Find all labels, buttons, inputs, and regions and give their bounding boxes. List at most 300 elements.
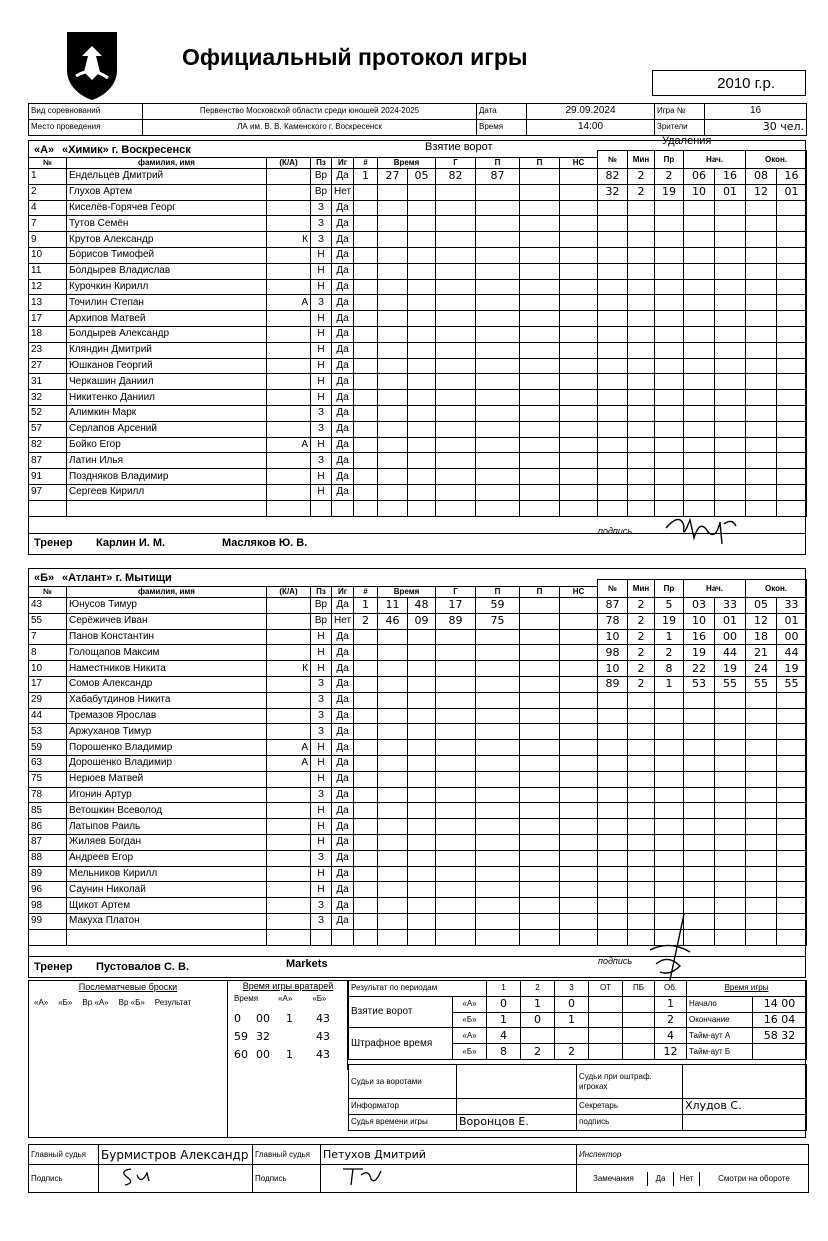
team-b-goal-row <box>354 613 598 629</box>
ref2-label: Главный судья <box>253 1145 321 1165</box>
team-a-player-row <box>29 484 354 500</box>
team-a-goal-empty <box>354 358 598 374</box>
team-b-player-ka <box>267 819 311 835</box>
team-a-pen-end-min: 12 <box>746 184 777 200</box>
team-a-player-played: Да <box>332 437 354 453</box>
remarks-label: Замечания <box>593 1173 634 1183</box>
team-b-player-row <box>29 898 354 914</box>
team-b-player-row <box>29 613 354 629</box>
team-a-penalty-empty <box>598 358 807 374</box>
team-b-col-pnum: № <box>598 580 628 598</box>
team-a-player-played: Да <box>332 374 354 390</box>
team-a-player-played: Да <box>332 200 354 216</box>
team-b-player-row <box>29 740 354 756</box>
summary-sign-value <box>683 1114 807 1130</box>
team-a-pen-reason: 2 <box>655 169 684 185</box>
team-b-player-row <box>29 882 354 898</box>
team-b-player-pos: З <box>311 708 332 724</box>
referees-table <box>28 1144 809 1193</box>
team-a-player-played: Да <box>332 169 354 185</box>
team-a-player-ka <box>267 390 311 406</box>
team-b-player-num: 85 <box>29 803 67 819</box>
team-a-pen-start-min: 06 <box>684 169 715 185</box>
summary-sign-label: подпись <box>577 1114 683 1130</box>
team-b-player-ka: А <box>267 740 311 756</box>
team-b-player-pos: Н <box>311 819 332 835</box>
team-b-pen-end-min: 21 <box>746 645 777 661</box>
team-b-player-name: Латыпов Раиль <box>67 819 267 835</box>
team-a-player-row <box>29 326 354 342</box>
team-b-player-name: Щикот Артем <box>67 898 267 914</box>
team-b-goal-empty <box>354 692 598 708</box>
team-a-player-row <box>29 437 354 453</box>
team-a-col-pend: Окон. <box>746 151 807 169</box>
spectators-value: 30 чел. <box>705 119 807 135</box>
team-a-player-name: Киселёв-Горячев Георг <box>67 200 267 216</box>
team-a-player-pos: Вр <box>311 184 332 200</box>
team-a-player-ka <box>267 247 311 263</box>
team-b-player-ka <box>267 724 311 740</box>
spectators-label: Зрители <box>655 119 705 135</box>
team-b-penalties <box>597 579 807 946</box>
team-b-player-played: Да <box>332 819 354 835</box>
team-b-penalty-empty <box>598 787 807 803</box>
team-a-player-pos: Н <box>311 437 332 453</box>
team-b-player-played: Да <box>332 803 354 819</box>
team-a-player-num: 1 <box>29 169 67 185</box>
team-b-col-ka: (К/А) <box>267 587 311 598</box>
team-b-player-name: Хабабутдинов Никита <box>67 692 267 708</box>
team-b-player-num: 44 <box>29 708 67 724</box>
remarks-yes: Да <box>647 1172 673 1186</box>
team-a-penalty-empty <box>598 200 807 216</box>
team-b-player-ka <box>267 708 311 724</box>
team-b-goal-scorer: 89 <box>436 613 476 629</box>
team-b-player-pos: Н <box>311 755 332 771</box>
team-a-player-row <box>29 390 354 406</box>
team-a-penalty-empty <box>598 374 807 390</box>
team-a-penalty-empty <box>598 295 807 311</box>
team-b-pen-start-min: 10 <box>684 613 715 629</box>
team-a-player-num: 11 <box>29 263 67 279</box>
team-a-player-pos: Н <box>311 326 332 342</box>
team-b-penalty-empty <box>598 834 807 850</box>
team-a-coach1: Карлин И. М. <box>96 537 166 549</box>
team-a-player-ka <box>267 342 311 358</box>
team-a-player-row <box>29 279 354 295</box>
team-a-pen-start-sec: 16 <box>715 169 746 185</box>
team-b-player-ka <box>267 771 311 787</box>
birth-year-box <box>652 70 806 96</box>
period-team-label: «Б» <box>453 1044 487 1060</box>
team-b-pen-start-sec: 55 <box>715 676 746 692</box>
period-row-label: Взятие ворот <box>349 996 453 1028</box>
team-b-player-num: 88 <box>29 850 67 866</box>
team-b-pen-num: 87 <box>598 598 628 614</box>
team-b-player-pos: З <box>311 676 332 692</box>
team-a-penalty-empty <box>598 437 807 453</box>
team-a-penalty-empty <box>598 469 807 485</box>
team-b-pen-end-sec: 33 <box>777 598 807 614</box>
team-b-player-played: Да <box>332 645 354 661</box>
game-timeout-a-value: 58 32 <box>753 1028 807 1044</box>
team-a-player-played: Да <box>332 358 354 374</box>
gk-sec: 00 <box>256 1012 270 1025</box>
team-a-player-pos: З <box>311 295 332 311</box>
gk-a: 1 <box>286 1012 293 1025</box>
period-value: 1 <box>487 1012 521 1028</box>
team-a-player-num: 91 <box>29 469 67 485</box>
team-b-player-name: Ветошкин Всеволод <box>67 803 267 819</box>
team-a-player-ka <box>267 169 311 185</box>
gk-b: 43 <box>316 1030 330 1043</box>
ref1-signature-icon <box>101 1165 161 1187</box>
team-b-penalty-row <box>598 629 807 645</box>
game-timeout-a-label: Тайм-аут А <box>687 1028 753 1044</box>
team-a-player-row <box>29 453 354 469</box>
team-b-player-pos: Н <box>311 866 332 882</box>
timekeeper-label: Судья времени игры <box>349 1114 457 1130</box>
team-a-player-pos: Н <box>311 247 332 263</box>
team-a-col-num: № <box>29 158 67 169</box>
team-a-player-num: 12 <box>29 279 67 295</box>
team-a-player-num: 87 <box>29 453 67 469</box>
game-start-value: 14 00 <box>753 996 807 1012</box>
team-a-label: «А» <box>34 144 55 156</box>
team-a-penalty-empty <box>598 405 807 421</box>
team-a-pen-min: 2 <box>628 184 655 200</box>
team-b-goal-empty <box>354 645 598 661</box>
team-a-player-pos: З <box>311 405 332 421</box>
team-b-col-gns: НС <box>560 587 598 598</box>
team-b-player-name: Наместников Никита <box>67 661 267 677</box>
team-a-player-ka <box>267 374 311 390</box>
date-value: 29.09.2024 <box>527 104 655 120</box>
team-a-player-name: Глухов Артем <box>67 184 267 200</box>
remarks-no: Нет <box>673 1172 699 1186</box>
team-b-pen-end-min: 55 <box>746 676 777 692</box>
team-b-player-pos: Н <box>311 661 332 677</box>
team-a-player-ka <box>267 405 311 421</box>
team-a-player-name: Черкашин Даниил <box>67 374 267 390</box>
team-a-player-num: 27 <box>29 358 67 374</box>
team-b-penalty-empty <box>598 866 807 882</box>
team-a-player-ka <box>267 453 311 469</box>
period-title: Результат по периодам <box>349 981 487 997</box>
team-b-player-name: Аржуханов Тимур <box>67 724 267 740</box>
team-b-goal-num: 1 <box>354 598 378 614</box>
team-b-player-pos: Н <box>311 803 332 819</box>
team-a-player-pos: Н <box>311 390 332 406</box>
team-b-player-num: 99 <box>29 913 67 929</box>
team-b-pen-start-sec: 00 <box>715 629 746 645</box>
team-b-pen-reason: 8 <box>655 661 684 677</box>
team-b-goal-empty <box>354 929 598 945</box>
team-b-player-num: 8 <box>29 645 67 661</box>
team-b-player-num: 29 <box>29 692 67 708</box>
team-a-sign-label: подпись <box>598 526 633 536</box>
team-b-pen-start-sec: 01 <box>715 613 746 629</box>
time-value: 14:00 <box>527 119 655 135</box>
game-time-table <box>686 980 807 1060</box>
team-b-col-pstart: Нач. <box>684 580 746 598</box>
team-a-goal-empty <box>354 200 598 216</box>
team-b-player-num: 86 <box>29 819 67 835</box>
team-a-penalty-empty <box>598 247 807 263</box>
team-a-col-gp2: П <box>520 158 560 169</box>
informer-value <box>457 1099 577 1115</box>
timekeeper-value: Воронцов Е. <box>457 1114 577 1130</box>
team-b-col-gp2: П <box>520 587 560 598</box>
team-a-player-ka <box>267 263 311 279</box>
period-value: 1 <box>655 996 687 1012</box>
team-b-player-num: 87 <box>29 834 67 850</box>
gk-col: «Б» <box>312 994 327 1003</box>
team-b-player-pos: З <box>311 692 332 708</box>
team-a-player-pos: З <box>311 421 332 437</box>
team-b-pen-min: 2 <box>628 598 655 614</box>
game-timeout-b-label: Тайм-аут Б <box>687 1044 753 1060</box>
sign1-value <box>99 1165 253 1193</box>
team-b-player-pos: Н <box>311 771 332 787</box>
informer-label: Информатор <box>349 1099 457 1115</box>
team-b-penalty-empty <box>598 692 807 708</box>
team-a-col-pnum: № <box>598 151 628 169</box>
team-a-penalty-row <box>598 184 807 200</box>
gk-row <box>234 1048 346 1061</box>
team-a-player-played: Да <box>332 484 354 500</box>
team-a-player-pos: Н <box>311 469 332 485</box>
team-b-player-row <box>29 645 354 661</box>
team-b-goal-empty <box>354 882 598 898</box>
team-a-player-played: Да <box>332 216 354 232</box>
team-b-player-played: Да <box>332 676 354 692</box>
game-end-value: 16 04 <box>753 1012 807 1028</box>
team-a-player-num: 52 <box>29 405 67 421</box>
team-a-penalty-empty <box>598 216 807 232</box>
team-a-pen-start-sec: 01 <box>715 184 746 200</box>
team-b-pen-num: 10 <box>598 629 628 645</box>
team-a-player-ka <box>267 216 311 232</box>
team-b-player-name: Макуха Платон <box>67 913 267 929</box>
team-b-player-played: Нет <box>332 613 354 629</box>
secretary-value: Хлудов С. <box>683 1099 807 1115</box>
shootout-col: Результат <box>154 998 192 1007</box>
team-a-player-pos: Н <box>311 263 332 279</box>
team-a-goal-empty <box>354 295 598 311</box>
team-a-player-num: 4 <box>29 200 67 216</box>
team-b-goal-empty <box>354 708 598 724</box>
team-b-player-name: Голощапов Максим <box>67 645 267 661</box>
team-b-player-played: Да <box>332 913 354 929</box>
team-b-player-pos: З <box>311 913 332 929</box>
team-b-player-name: Саунин Николай <box>67 882 267 898</box>
team-b-player-num: 10 <box>29 661 67 677</box>
team-b-pen-end-sec: 00 <box>777 629 807 645</box>
period-results <box>348 980 687 1060</box>
team-b-penalty-row <box>598 676 807 692</box>
team-a-player-played: Да <box>332 342 354 358</box>
team-a-player-name: Крутов Александр <box>67 232 267 248</box>
team-b-player-played: Да <box>332 898 354 914</box>
team-b-goal-empty <box>354 803 598 819</box>
team-a-player-pos: Н <box>311 374 332 390</box>
shootout-title: Послематчевые броски <box>78 982 178 992</box>
team-a-col-gns: НС <box>560 158 598 169</box>
game-start-label: Начало <box>687 996 753 1012</box>
team-b-pen-reason: 1 <box>655 629 684 645</box>
team-a-player-ka: А <box>267 437 311 453</box>
team-a-penalty-empty <box>598 342 807 358</box>
team-a-coach-divider <box>28 533 806 534</box>
team-a-player-name: Алимкин Марк <box>67 405 267 421</box>
team-b-col-pos: Пз <box>311 587 332 598</box>
team-b-player-name: Жиляев Богдан <box>67 834 267 850</box>
team-b-goal-row <box>354 598 598 614</box>
team-b-pen-num: 78 <box>598 613 628 629</box>
team-a-goal-empty <box>354 311 598 327</box>
team-b-goals <box>353 586 598 946</box>
team-b-goal-empty <box>354 629 598 645</box>
team-b-player-played: Да <box>332 834 354 850</box>
period-value: 2 <box>555 1044 589 1060</box>
gk-time-title: Время игры вратарей <box>242 981 334 991</box>
team-b-label: «Б» <box>34 572 55 584</box>
team-a-player-row <box>29 421 354 437</box>
shootout-col: «Б» <box>58 998 73 1007</box>
team-a-player-pos: Н <box>311 279 332 295</box>
team-a-player-num: 10 <box>29 247 67 263</box>
team-a-player-played: Да <box>332 247 354 263</box>
team-b-goal-scorer: 17 <box>436 598 476 614</box>
team-a-player-pos: З <box>311 232 332 248</box>
team-a-player-num: 31 <box>29 374 67 390</box>
team-b-player-played: Да <box>332 724 354 740</box>
remarks-cell <box>577 1165 809 1193</box>
gk-col: «А» <box>278 994 293 1003</box>
period-value: 0 <box>555 996 589 1012</box>
period-col: 3 <box>555 981 589 997</box>
penalties-title-a: Удаления <box>662 135 712 147</box>
team-b-player-name: Юнусов Тимур <box>67 598 267 614</box>
team-b-penalty-empty <box>598 724 807 740</box>
team-b-goal-empty <box>354 898 598 914</box>
team-b-player-played: Да <box>332 661 354 677</box>
team-b-pen-start-min: 53 <box>684 676 715 692</box>
team-a-player-name: Борисов Тимофей <box>67 247 267 263</box>
period-value <box>521 1028 555 1044</box>
team-a-pen-end-min: 08 <box>746 169 777 185</box>
team-b-goal-empty <box>354 724 598 740</box>
team-b-pen-num: 10 <box>598 661 628 677</box>
team-a-player-name: Тутов Семён <box>67 216 267 232</box>
period-value <box>623 996 655 1012</box>
team-a-player-ka <box>267 200 311 216</box>
team-b-player-pos: Вр <box>311 598 332 614</box>
team-a-player-pos: З <box>311 200 332 216</box>
team-a-goal-empty <box>354 374 598 390</box>
venue-value: ЛА им. В. В. Каменского г. Воскресенск <box>143 119 477 135</box>
team-b-col-played: Иг <box>332 587 354 598</box>
team-b-goal-empty <box>354 819 598 835</box>
team-a-penalty-empty <box>598 453 807 469</box>
team-b-pen-num: 98 <box>598 645 628 661</box>
team-b-player-name: Дорошенко Владимир <box>67 755 267 771</box>
team-a-penalty-empty <box>598 263 807 279</box>
team-b-player-row <box>29 724 354 740</box>
ref2-name: Петухов Дмитрий <box>321 1145 577 1165</box>
team-a-player-ka <box>267 184 311 200</box>
team-a-pen-end-sec: 16 <box>777 169 807 185</box>
team-b-player-played: Да <box>332 850 354 866</box>
team-b-penalty-empty <box>598 898 807 914</box>
team-b-col-num: № <box>29 587 67 598</box>
competition-value: Первенство Московской области среди юношей 2024-2025 <box>143 104 477 120</box>
team-a-coach-label: Тренер <box>34 537 73 549</box>
team-a-player-row <box>29 358 354 374</box>
team-a-player-row <box>29 232 354 248</box>
period-value: 8 <box>487 1044 521 1060</box>
team-a-player-row <box>29 342 354 358</box>
header-table <box>28 103 807 136</box>
gk-row <box>234 1030 346 1043</box>
team-a-goal-empty <box>354 184 598 200</box>
team-a-player-name: Сергеев Кирилл <box>67 484 267 500</box>
game-value: 16 <box>705 104 807 120</box>
team-a-player-ka <box>267 311 311 327</box>
competition-label: Вид соревнований <box>29 104 143 120</box>
team-b-goal-assist: 75 <box>476 613 520 629</box>
team-a-player-num: 13 <box>29 295 67 311</box>
team-a-goal-empty <box>354 390 598 406</box>
team-a-player-num: 17 <box>29 311 67 327</box>
team-b-player-name: Панов Константин <box>67 629 267 645</box>
shootout-col: Вр «Б» <box>118 998 145 1007</box>
team-b-player-pos: Н <box>311 629 332 645</box>
team-a-goal-empty <box>354 326 598 342</box>
team-b-player-ka <box>267 629 311 645</box>
period-row-label: Штрафное время <box>349 1028 453 1060</box>
gk-sec: 32 <box>256 1030 270 1043</box>
gk-time-block <box>228 980 348 1070</box>
team-a-col-name: фамилия, имя <box>67 158 267 169</box>
team-b-signature-icon <box>640 910 700 990</box>
team-b-player-num: 59 <box>29 740 67 756</box>
team-b-col-gtime: Время <box>378 587 436 598</box>
team-b-penalty-empty <box>598 803 807 819</box>
team-b-player-played: Да <box>332 740 354 756</box>
team-b-penalty-row <box>598 598 807 614</box>
team-a-goal-empty <box>354 421 598 437</box>
team-a-player-played: Да <box>332 279 354 295</box>
period-value <box>555 1028 589 1044</box>
team-a-player-row <box>29 169 354 185</box>
team-b-goal-empty <box>354 755 598 771</box>
team-b-player-ka <box>267 613 311 629</box>
team-a-goal-scorer: 82 <box>436 169 476 185</box>
team-a-goal-empty <box>354 469 598 485</box>
team-a-name: «Химик» г. Воскресенск <box>62 144 191 156</box>
period-value: 12 <box>655 1044 687 1060</box>
team-b-pen-min: 2 <box>628 645 655 661</box>
team-b-goal-empty <box>354 771 598 787</box>
team-a-empty-row <box>29 500 354 516</box>
team-a-player-row <box>29 200 354 216</box>
team-a-goal-empty <box>354 453 598 469</box>
team-b-coach-label: Тренер <box>34 961 73 973</box>
team-a-goal-empty <box>354 263 598 279</box>
birth-year: 2010 г.р. <box>717 75 775 92</box>
